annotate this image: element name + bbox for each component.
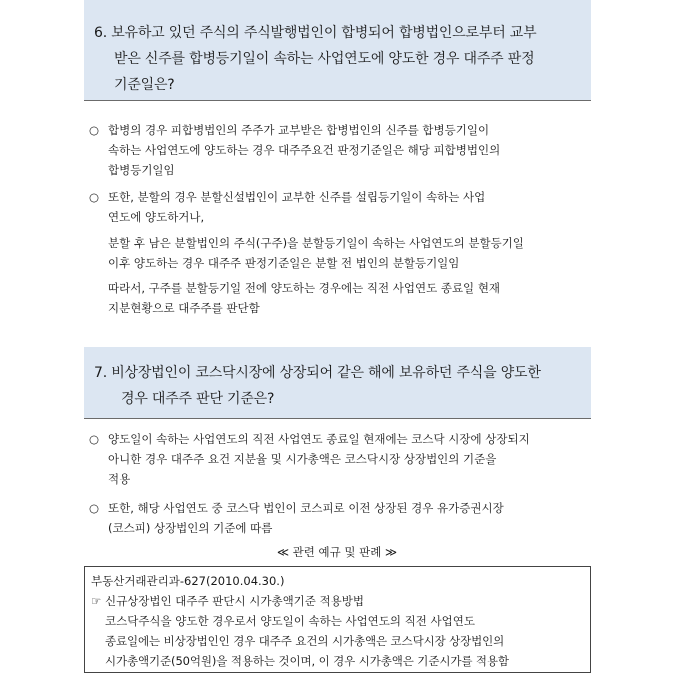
question-6-box <box>84 0 591 101</box>
bullet-circle: ○ <box>89 501 100 515</box>
reference-box <box>84 566 591 673</box>
answer-7-bullet-1-line-3: 적용 <box>108 472 131 486</box>
reference-body-line-1: 코스닥주식을 양도한 경우로서 양도일이 속하는 사업연도의 직전 사업연도 <box>105 614 475 628</box>
question-6-line-3: 기준일은? <box>114 77 175 93</box>
answer-6-bullet-1-line-1: 합병의 경우 피합병법인의 주주가 교부받은 합병법인의 신주를 합병등기일이 <box>108 123 490 137</box>
bullet-circle: ○ <box>89 432 100 446</box>
answer-7-bullet-2 <box>89 498 589 538</box>
answer-6-sub-1-line-2: 이후 양도하는 경우 대주주 판정기준일은 분할 전 법인의 분할등기일임 <box>108 256 460 270</box>
answer-7-bullet-1-line-1: 양도일이 속하는 사업연도의 직전 사업연도 종료일 현재에는 코스닥 시장에 상장되지 <box>108 432 530 446</box>
answer-7-bullet-1 <box>89 429 589 489</box>
answer-6-bullet-2 <box>89 187 589 227</box>
answer-7-bullet-2-line-2: (코스피) 상장법인의 기준에 따름 <box>108 521 273 535</box>
answer-6-bullet-1-line-3: 합병등기일임 <box>108 163 175 177</box>
question-6-line-2: 받은 신주를 합병등기일이 속하는 사업연도에 양도한 경우 대주주 판정 <box>114 51 535 67</box>
reference-header: 부동산거래관리과-627(2010.04.30.) <box>91 574 285 588</box>
reference-body-line-2: 종료일에는 비상장법인인 경우 대주주 요건의 시가총액은 코스닥시장 상장법인의 <box>105 634 505 648</box>
question-7-box <box>84 347 591 419</box>
bullet-circle: ○ <box>89 123 100 137</box>
reference-body-line-3: 시가총액기준(50억원)을 적용하는 것이며, 이 경우 시가총액은 기준시가를 적용함 <box>105 654 509 668</box>
question-6-line-1: 6. 보유하고 있던 주식의 주식발행법인이 합병되어 합병법인으로부터 교부 <box>94 25 537 41</box>
reference-title: ☞ 신규상장법인 대주주 판단시 시가총액기준 적용방법 <box>91 594 364 608</box>
question-7-line-1: 7. 비상장법인이 코스닥시장에 상장되어 같은 해에 보유하던 주식을 양도한 <box>94 365 541 381</box>
question-7-line-2: 경우 대주주 판단 기준은? <box>121 391 275 407</box>
answer-6-sub-2-line-2: 지분현황으로 대주주를 판단함 <box>108 301 260 315</box>
answer-7-bullet-1-line-2: 아니한 경우 대주주 요건 지분율 및 시가총액은 코스닥시장 상장법인의 기준을 <box>108 452 497 466</box>
answer-6-bullet-2-line-1: 또한, 분할의 경우 분할신설법인이 교부한 신주를 설립등기일이 속하는 사업 <box>108 190 486 204</box>
related-rulings-caption: ≪ 관련 예규 및 판례 ≫ <box>276 545 398 559</box>
answer-7-bullet-2-line-1: 또한, 해당 사업연도 중 코스닥 법인이 코스피로 이전 상장된 경우 유가증권시장 <box>108 501 504 515</box>
answer-6-sub-paragraph-2 <box>89 278 589 318</box>
answer-6-bullet-1-line-2: 속하는 사업연도에 양도하는 경우 대주주요건 판정기준일은 해당 피합병법인의 <box>108 143 501 157</box>
answer-6-sub-paragraph-1 <box>89 233 589 273</box>
answer-6-sub-2-line-1: 따라서, 구주를 분할등기일 전에 양도하는 경우에는 직전 사업연도 종료일 현재 <box>108 281 501 295</box>
bullet-circle: ○ <box>89 190 100 204</box>
answer-6-bullet-1 <box>89 120 589 180</box>
answer-6-sub-1-line-1: 분할 후 남은 분할법인의 주식(구주)을 분할등기일이 속하는 사업연도의 분할등기일 <box>108 236 524 250</box>
answer-6-bullet-2-line-2: 연도에 양도하거나, <box>108 210 205 224</box>
